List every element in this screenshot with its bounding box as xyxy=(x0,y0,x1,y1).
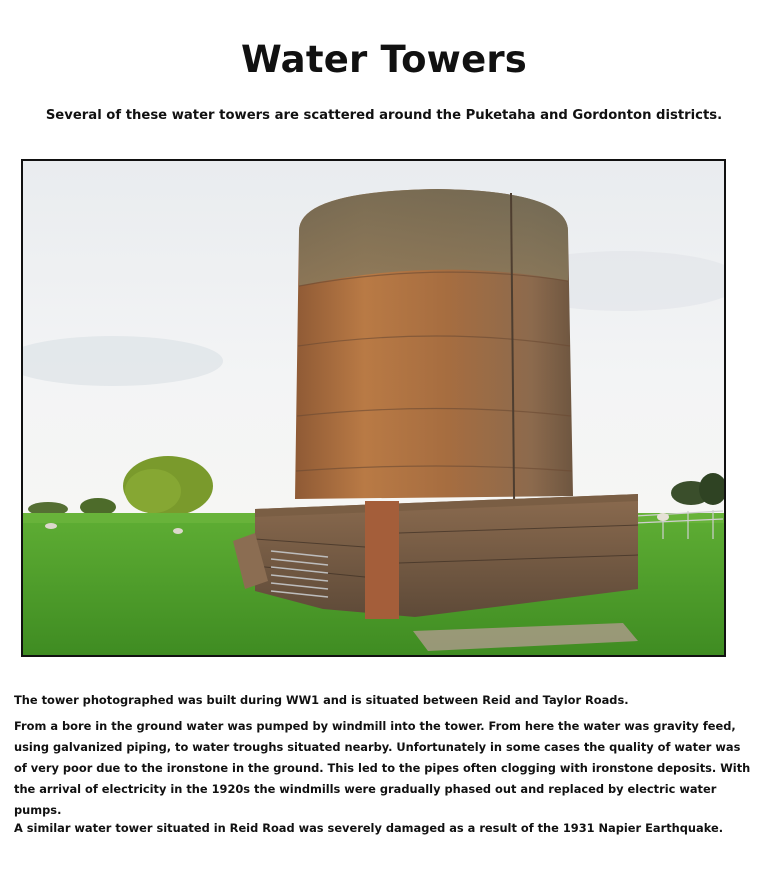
paragraph-2: From a bore in the ground water was pumped by windmill into the tower. From here the water was gravity feed, using galvanized piping, to water troughs situated nearby. Unfortunately in some cases the quality of water was of very poor due to the ironstone in the ground. This led to the pipes often clogging with ironstone deposits. With the arrival of electricity in the 1920s the windmills were gradually phased out and replaced by electric water pumps. xyxy=(14,719,751,817)
page-subtitle: Several of these water towers are scattered around the Puketaha and Gordonton districts. xyxy=(45,108,723,123)
page-title: Water Towers xyxy=(240,38,528,81)
paragraph-3: A similar water tower situated in Reid Road was severely damaged as a result of the 1931 Napier Earthquake. xyxy=(14,821,724,835)
water-tower-photo xyxy=(21,159,726,657)
photo-illustration xyxy=(23,161,724,655)
paragraph-1: The tower photographed was built during WW1 and is situated between Reid and Taylor Roads. xyxy=(14,693,629,707)
